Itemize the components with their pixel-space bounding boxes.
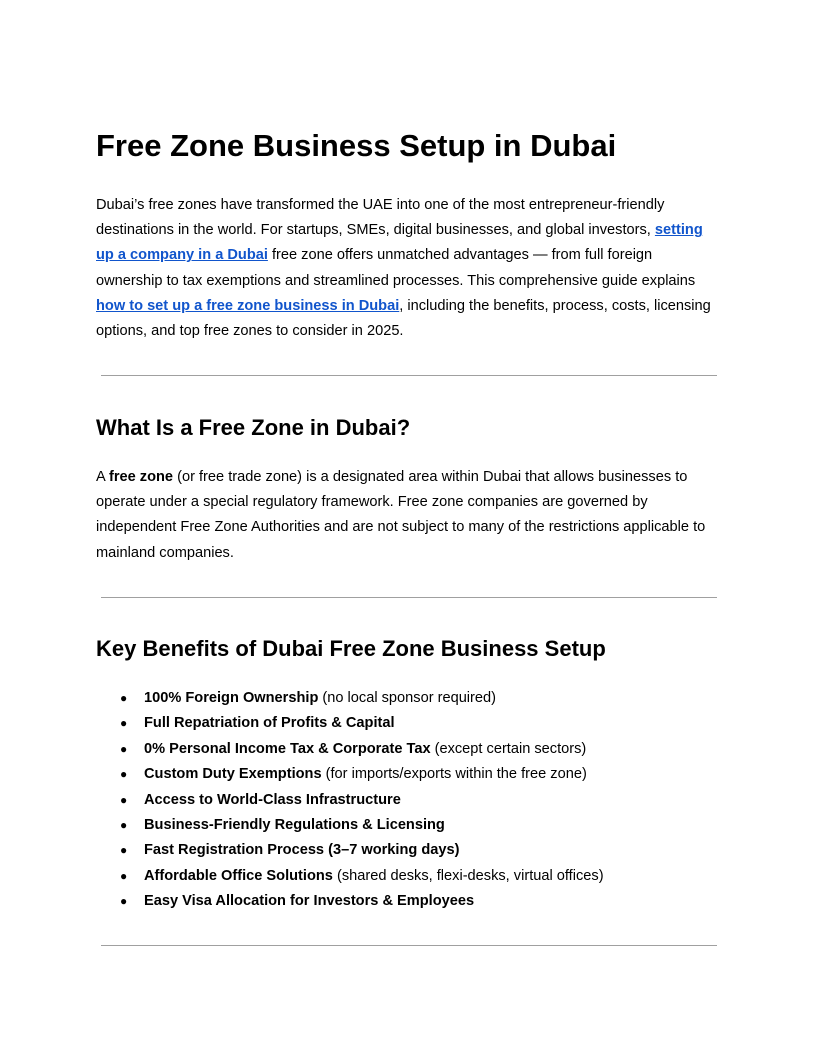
benefit-detail: (shared desks, flexi-desks, virtual offices) [332, 867, 604, 884]
list-item [96, 889, 604, 914]
list-item [96, 813, 604, 838]
bullet-icon: ● [120, 716, 128, 731]
bullet-icon: ● [120, 894, 128, 909]
benefit-title: Full Repatriation of Profits & Capital [144, 715, 395, 732]
benefit-title: Easy Visa Allocation for Investors & Employees [144, 893, 475, 910]
benefits-list [96, 686, 604, 915]
benefit-detail: (except certain sectors) [430, 740, 587, 757]
bullet-icon: ● [120, 818, 128, 833]
bullet-icon: ● [120, 767, 128, 782]
benefit-detail: (for imports/exports within the free zone) [321, 766, 587, 783]
setting-up-company-link[interactable]: setting up a company in a Dubai [96, 222, 703, 264]
benefit-title: 0% Personal Income Tax & Corporate Tax [144, 740, 431, 757]
bullet-icon: ● [120, 691, 128, 705]
bullet-icon: ● [120, 868, 128, 883]
list-item [96, 711, 604, 736]
benefit-title: Fast Registration Process (3–7 working days) [144, 842, 460, 859]
section-heading-key-benefits: Key Benefits of Dubai Free Zone Business Setup [96, 636, 606, 661]
benefit-title: 100% Foreign Ownership [144, 690, 319, 706]
benefit-title: Access to World-Class Infrastructure [144, 791, 401, 808]
benefit-title: Custom Duty Exemptions [144, 766, 322, 783]
how-to-setup-link[interactable]: how to set up a free zone business in Dubai [96, 297, 400, 314]
definition-bold-term: free zone [108, 469, 174, 485]
list-item [96, 864, 604, 889]
definition-lead: A [96, 469, 109, 485]
bullet-icon: ● [120, 741, 128, 756]
intro-paragraph [96, 193, 716, 344]
bullet-icon: ● [120, 792, 128, 807]
list-item [96, 737, 604, 762]
benefit-title: Affordable Office Solutions [144, 867, 333, 884]
list-item [96, 762, 604, 787]
definition-text: (or free trade zone) is a designated area within Dubai that allows businesses to operate under a special regulatory framework. Free zone companies are governed by independent Free Zone Authorities and are not subject to many of the restrictions applicable to mainland companies. [96, 469, 706, 561]
list-item [96, 788, 604, 813]
divider-1 [101, 375, 717, 376]
divider-2 [101, 597, 717, 598]
benefit-detail: (no local sponsor required) [318, 690, 497, 706]
list-item [96, 838, 604, 863]
section-heading-what-is-free-zone: What Is a Free Zone in Dubai? [96, 415, 411, 440]
bullet-icon: ● [120, 843, 128, 858]
free-zone-definition-paragraph [96, 465, 716, 566]
benefit-title: Business-Friendly Regulations & Licensing [144, 817, 445, 834]
page-title: Free Zone Business Setup in Dubai [96, 128, 617, 163]
intro-text-1: Dubai’s free zones have transformed the UAE into one of the most entrepreneur-friendly destinations in the world. For startups, SMEs, digital businesses, and global investors, [96, 197, 665, 239]
intro-text-3: , including the benefits, process, costs, licensing options, and top free zones to consider in 2025. [96, 297, 711, 340]
intro-text-2: free zone offers unmatched advantages — from full foreign ownership to tax exemptions and streamlined processes. This comprehensive guide explains [96, 247, 696, 289]
divider-3 [101, 945, 717, 946]
list-item [96, 686, 604, 711]
